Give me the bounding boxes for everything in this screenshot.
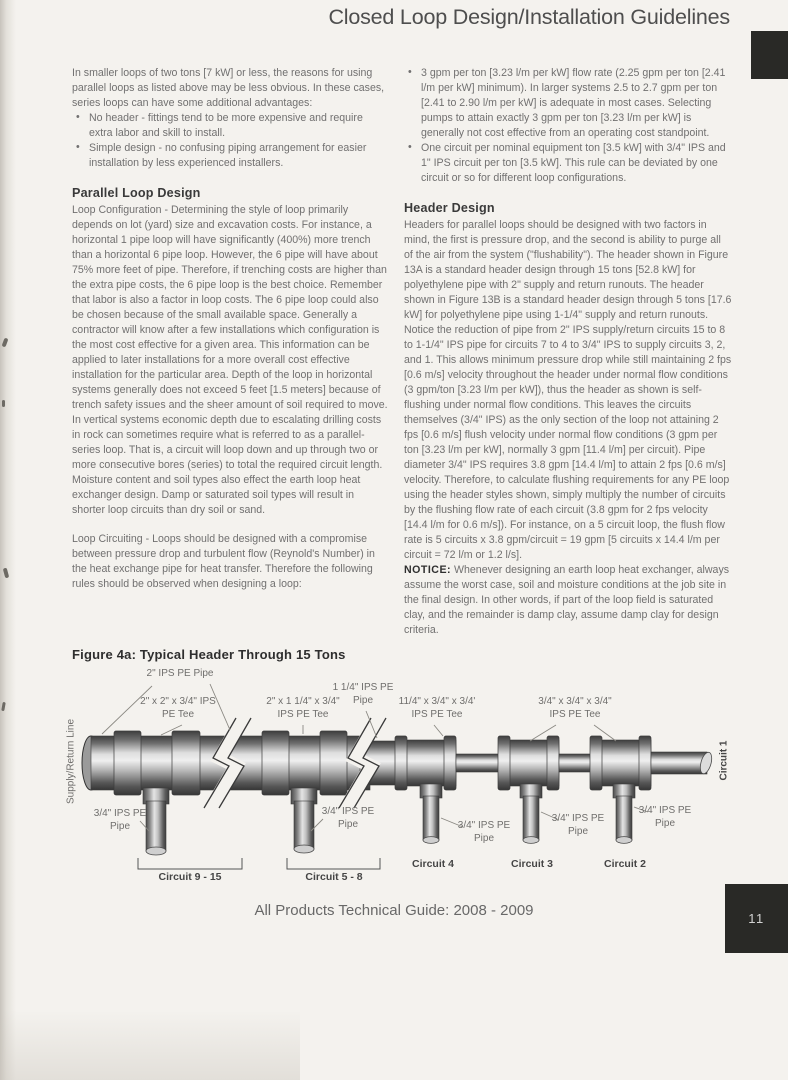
body-paragraph: Headers for parallel loops should be designed with two factors in mind, the first is pressure drop, and the second is ability to purge all of the air from the system ("flushability"). The header shown in Figure 13A is a standard header design through 15 tons [52.8 kW] for polyethylene pipe with 2" supply and return runouts. The header shown in Figure 13B is a standard header design through 5 tons [17.6 kW] for polyethylene pipe using 1-1/4" supply and return runouts. Notice the reduction of pipe from 2" IPS supply/return circuits 15 to 8 to 1-1/4" IPS pipe for circuits 7 to 4 to 3/4" IPS to supply circuits 3, 2, and 1. This allows minimum pressure drop while still maintaining 2 fps [0.6 m/s] velocity throughout the header under normal flow conditions (3 gpm/ton [3.23 l/m per kW]), thus the header as shown is self-flushing under normal flow conditions. This leaves the circuits themselves (3/4" IPS) as the only section of the loop not attaining 2 fps [0.6 m/s] flush velocity under normal flow conditions (3 gpm per ton [3.23 l/m per kW], normally 3 gpm [11.4 l/m] per circuit). Pipe diameter 3/4" IPS requires 3.8 gpm [14.4 l/m] to attain 2 fps [0.6 m/s] velocity. Therefore, to calculate flushing requirements for any PE loop using the header styles shown, simply multiply the number of circuits by the flushing flow rate of each circuit (3.8 gpm for 2 fps velocity [14.4 l/m for 0.6 m/s]). For instance, on a 5 circuit loop, the flush flow rate is 5 circuits x 3.8 gpm/circuit = 19 gpm [5 circuits x 14.4 l/m per circuit = 72 l/m or 1.2 l/s]. xyxy=(404,219,732,561)
section-heading-header-design: Header Design xyxy=(404,201,495,215)
circuit-2-label: Circuit 2 xyxy=(603,858,647,870)
list-item: • No header - fittings tend to be more expensive and require extra labor and skill to install. xyxy=(72,111,388,141)
pipe-2ips-label: 2" IPS PE Pipe xyxy=(146,668,214,679)
header-diagram-figure xyxy=(60,668,760,895)
page-number: 11 xyxy=(748,911,765,926)
footer-text: All Products Technical Guide: 2008 - 2009 xyxy=(254,902,534,919)
page-title: Closed Loop Design/Installation Guidelines xyxy=(328,5,730,29)
circuit-3-label: Circuit 3 xyxy=(510,858,554,870)
pipe-34ips-label: 3/4" IPS PE Pipe xyxy=(457,820,511,844)
list-item: • 3 gpm per ton [3.23 l/m per kW] flow rate (2.25 gpm per ton [2.41 l/m per kW] minimum). In larger systems 2.5 to 2.7 gpm per ton [2.41 to 2.90 l/m per kW] is adequate in most cases. Selecting pumps to attain exactly 3 gpm per ton [3.23 l/m per kW] is generally not cost effective from an operating cost standpoint. xyxy=(404,66,732,141)
right-column xyxy=(404,66,732,652)
tee-2x2x34-label: 2" x 2" x 3/4" IPS PE Tee xyxy=(140,696,216,720)
scan-artifact xyxy=(2,400,5,407)
list-item: • One circuit per nominal equipment ton [3.5 kW] with 3/4" IPS and 1" IPS circuit per ton [3.5 kW]. This rule can be deviated by one circuit or so for different loop configurations. xyxy=(404,141,732,186)
scan-bottom-shadow xyxy=(0,1010,300,1080)
pipe-34ips-label: 3/4" IPS PE Pipe xyxy=(638,805,692,829)
list-item: • Simple design - no confusing piping arrangement for easier installation by less experienced installers. xyxy=(72,141,388,171)
circuit-1-label: Circuit 1 xyxy=(718,740,730,781)
circuit-4-label: Circuit 4 xyxy=(411,858,455,870)
section-heading-parallel-loop-design: Parallel Loop Design xyxy=(72,186,201,200)
pipe-34ips-label: 3/4" IPS PE Pipe xyxy=(321,806,375,830)
notice-text: Whenever designing an earth loop heat exchanger, always assume the worst case, soil and moisture conditions at the job site in the final design. In other words, if part of the loop field is saturated clay, and the remainder is damp clay, assume damp clay for design criteria. xyxy=(404,564,730,636)
figure-caption: Figure 4a: Typical Header Through 15 Tons xyxy=(72,647,346,662)
notice-label: NOTICE: xyxy=(404,564,452,576)
pipe-114ips-label: 1 1/4" IPS PE Pipe xyxy=(332,682,394,706)
left-column xyxy=(72,66,388,606)
page-number-box xyxy=(725,884,788,953)
pipe-34ips-label: 3/4" IPS PE Pipe xyxy=(93,808,147,832)
circuit-9-15-label: Circuit 9 - 15 xyxy=(158,871,222,883)
tee-34x34x34-label: 3/4" x 3/4" x 3/4" IPS PE Tee xyxy=(538,696,612,720)
tee-114x34x34-label: 11/4" x 3/4" x 3/4' IPS PE Tee xyxy=(398,696,476,720)
pipe-34ips-label: 3/4" IPS PE Pipe xyxy=(551,813,605,837)
circuit-5-8-label: Circuit 5 - 8 xyxy=(305,871,363,883)
loop-circuiting-paragraph: Loop Circuiting - Loops should be designed with a compromise between pressure drop and turbulent flow (Reynold's Number) in the heat exchange pipe for heat transfer. Therefore the following rules should be observed when designing a loop: xyxy=(72,533,375,590)
body-paragraph: Loop Configuration - Determining the style of loop primarily depends on lot (yard) size and excavation costs. For instance, a horizontal 1 pipe loop will have significantly (400%) more trench than a horizontal 6 pipe loop. However, the 6 pipe will have about 75% more feet of pipe. Therefore, if trenching costs are higher than the extra pipe costs, the 6 pipe loop is the best choice. Remember that labor is also a factor in loop costs. The 6 pipe loop could also be chosen because of the small available space. Generally a contractor will know after a few installations which configuration is the most cost effective for a given area. This information can be applied to later installations for a more overall cost effective installation for the particular area. Depth of the loop in horizontal systems generally does not exceed 5 feet [1.5 meters] because of trench safety issues and the sheer amount of soil required to move. In vertical systems economic depth due to escalating drilling costs in rock can sometimes require what is referred to as a parallel-series loop. That is, a circuit will loop down and up through two or more consecutive bores (series) to total the required circuit length. Moisture content and soil types also effect the earth loop heat exchanger design. Damp or saturated soil types will result in shorter loop circuits than dry soil or sand. xyxy=(72,204,388,516)
supply-return-line-label: Supply/Return Line xyxy=(65,718,77,805)
intro-paragraph: In smaller loops of two tons [7 kW] or less, the reasons for using parallel loops as listed above may be less obvious. In these cases, series loops can have some additional advantages: xyxy=(72,67,385,109)
section-tab-marker xyxy=(751,31,788,79)
notice-paragraph xyxy=(404,563,732,638)
tee-2x114x34-label: 2" x 1 1/4" x 3/4" IPS PE Tee xyxy=(266,696,340,720)
